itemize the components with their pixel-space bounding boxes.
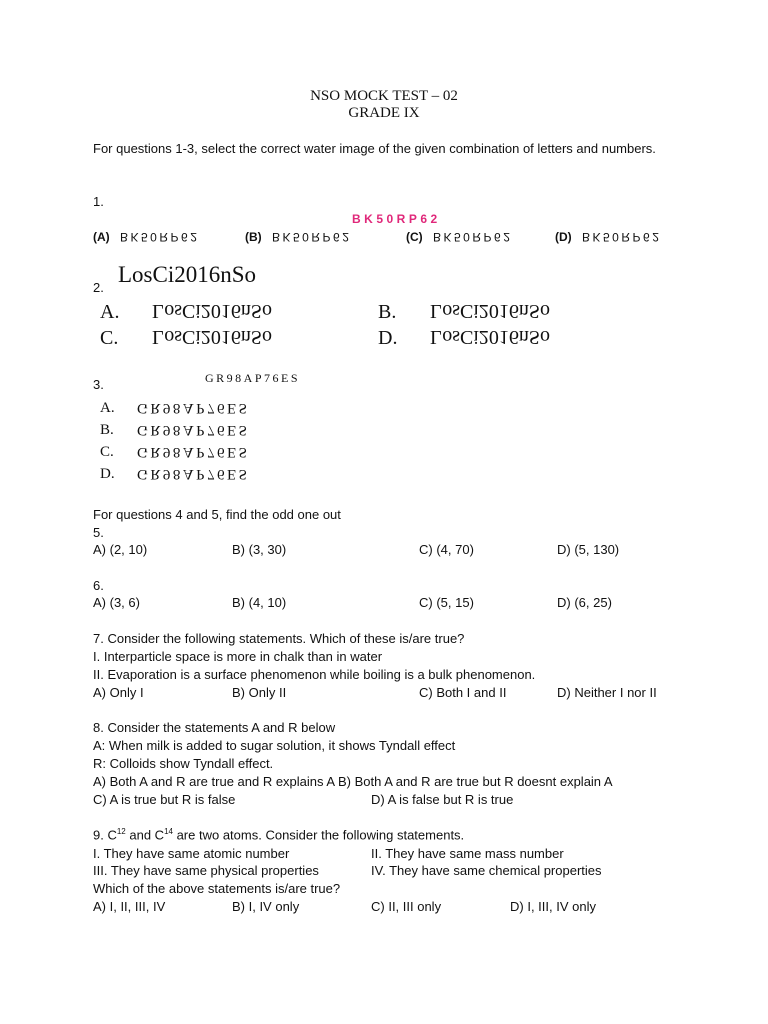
q8-assertion: A: When milk is added to sugar solution, it shows Tyndall effect xyxy=(93,738,456,753)
odd-one-out-intro: For questions 4 and 5, find the odd one out xyxy=(93,507,341,522)
q9-question: Which of the above statements is/are true? xyxy=(93,881,341,896)
q3-option-d-image: GR98AP76ES xyxy=(137,466,250,482)
q9-statement-3: III. They have same physical properties xyxy=(93,863,319,878)
q2-given-text: LosCi2016nSo xyxy=(118,262,257,287)
q9-stem-prefix: 9. C xyxy=(93,827,117,843)
q3-option-a-image: GR98AP76ES xyxy=(137,400,250,416)
q5-option-b: B) (3, 30) xyxy=(232,542,287,557)
q5-option-c: C) (4, 70) xyxy=(419,542,474,557)
q3-option-b-label: B. xyxy=(100,422,114,438)
q6-option-b: B) (4, 10) xyxy=(232,595,287,610)
q1-option-a-label: (A) xyxy=(93,230,110,244)
q2-option-c-image: LosCi2016nSo xyxy=(152,326,273,348)
q9-statement-4: IV. They have same chemical properties xyxy=(371,863,602,878)
q9-stem xyxy=(93,827,464,842)
q6-option-a: A) (3, 6) xyxy=(93,595,140,610)
q1-number: 1. xyxy=(93,194,104,209)
q7-option-a: A) Only I xyxy=(93,685,144,700)
q9-stem-suffix: are two atoms. Consider the following statements. xyxy=(172,827,465,843)
q3-option-b-image: GR98AP76ES xyxy=(137,422,250,438)
q9-sup-12: 12 xyxy=(116,827,126,836)
q2-option-d-image: LosCi2016nSo xyxy=(430,326,551,348)
q2-option-a-image: LosCi2016nSo xyxy=(152,300,273,322)
q3-option-a-label: A. xyxy=(100,400,115,416)
q7-option-d: D) Neither I nor II xyxy=(557,685,657,700)
q8-options-ab: A) Both A and R are true and R explains A B) Both A and R are true but R doesnt explain A xyxy=(93,774,613,789)
q9-sup-14: 14 xyxy=(164,827,173,836)
q3-option-d-label: D. xyxy=(100,466,115,482)
q6-option-c: C) (5, 15) xyxy=(419,595,474,610)
q1-option-a-image: BK50RP62 xyxy=(120,230,200,244)
q7-stem: 7. Consider the following statements. Which of these is/are true? xyxy=(93,631,465,646)
q2-option-c-label: C. xyxy=(100,327,119,349)
q9-option-a: A) I, II, III, IV xyxy=(93,899,166,914)
q7-statement-2: II. Evaporation is a surface phenomenon while boiling is a bulk phenomenon. xyxy=(93,667,536,682)
q8-stem: 8. Consider the statements A and R below xyxy=(93,720,336,735)
q2-option-b-label: B. xyxy=(378,301,397,323)
q2-option-b-image: LosCi2016nSo xyxy=(430,300,551,322)
q2-option-a-label: A. xyxy=(100,301,120,323)
q1-given-text: BK50RP62 xyxy=(352,212,441,226)
intro-text: For questions 1-3, select the correct water image of the given combination of letters and numbers. xyxy=(93,141,656,156)
q2-number: 2. xyxy=(93,280,104,295)
q5-option-a: A) (2, 10) xyxy=(93,542,148,557)
q9-option-d: D) I, III, IV only xyxy=(510,899,596,914)
q1-option-c-label: (C) xyxy=(406,230,423,244)
q8-reason: R: Colloids show Tyndall effect. xyxy=(93,756,274,771)
q8-option-d: D) A is false but R is true xyxy=(371,792,514,807)
q3-number: 3. xyxy=(93,377,104,392)
q9-option-b: B) I, IV only xyxy=(232,899,300,914)
q1-option-c-image: BK50RP62 xyxy=(433,230,513,244)
q1-option-d-label: (D) xyxy=(555,230,572,244)
q2-option-d-label: D. xyxy=(378,327,398,349)
q7-statement-1: I. Interparticle space is more in chalk than in water xyxy=(93,649,383,664)
q9-statement-2: II. They have same mass number xyxy=(371,846,564,861)
q9-option-c: C) II, III only xyxy=(371,899,442,914)
q7-option-c: C) Both I and II xyxy=(419,685,507,700)
q6-option-d: D) (6, 25) xyxy=(557,595,612,610)
q1-option-b-label: (B) xyxy=(245,230,262,244)
q9-statement-1: I. They have same atomic number xyxy=(93,846,290,861)
q7-option-b: B) Only II xyxy=(232,685,287,700)
q5-number: 5. xyxy=(93,525,104,540)
q5-option-d: D) (5, 130) xyxy=(557,542,620,557)
q9-stem-mid: and C xyxy=(125,827,165,843)
q3-option-c-image: GR98AP76ES xyxy=(137,444,250,460)
page-title: NSO MOCK TEST – 02 xyxy=(310,88,458,104)
q1-option-d-image: BK50RP62 xyxy=(582,230,662,244)
q6-number: 6. xyxy=(93,578,104,593)
q1-option-b-image: BK50RP62 xyxy=(272,230,352,244)
grade-label: GRADE IX xyxy=(348,105,420,121)
q8-option-c: C) A is true but R is false xyxy=(93,792,236,807)
q3-option-c-label: C. xyxy=(100,444,114,460)
q3-given-text: GR98AP76ES xyxy=(205,371,301,385)
